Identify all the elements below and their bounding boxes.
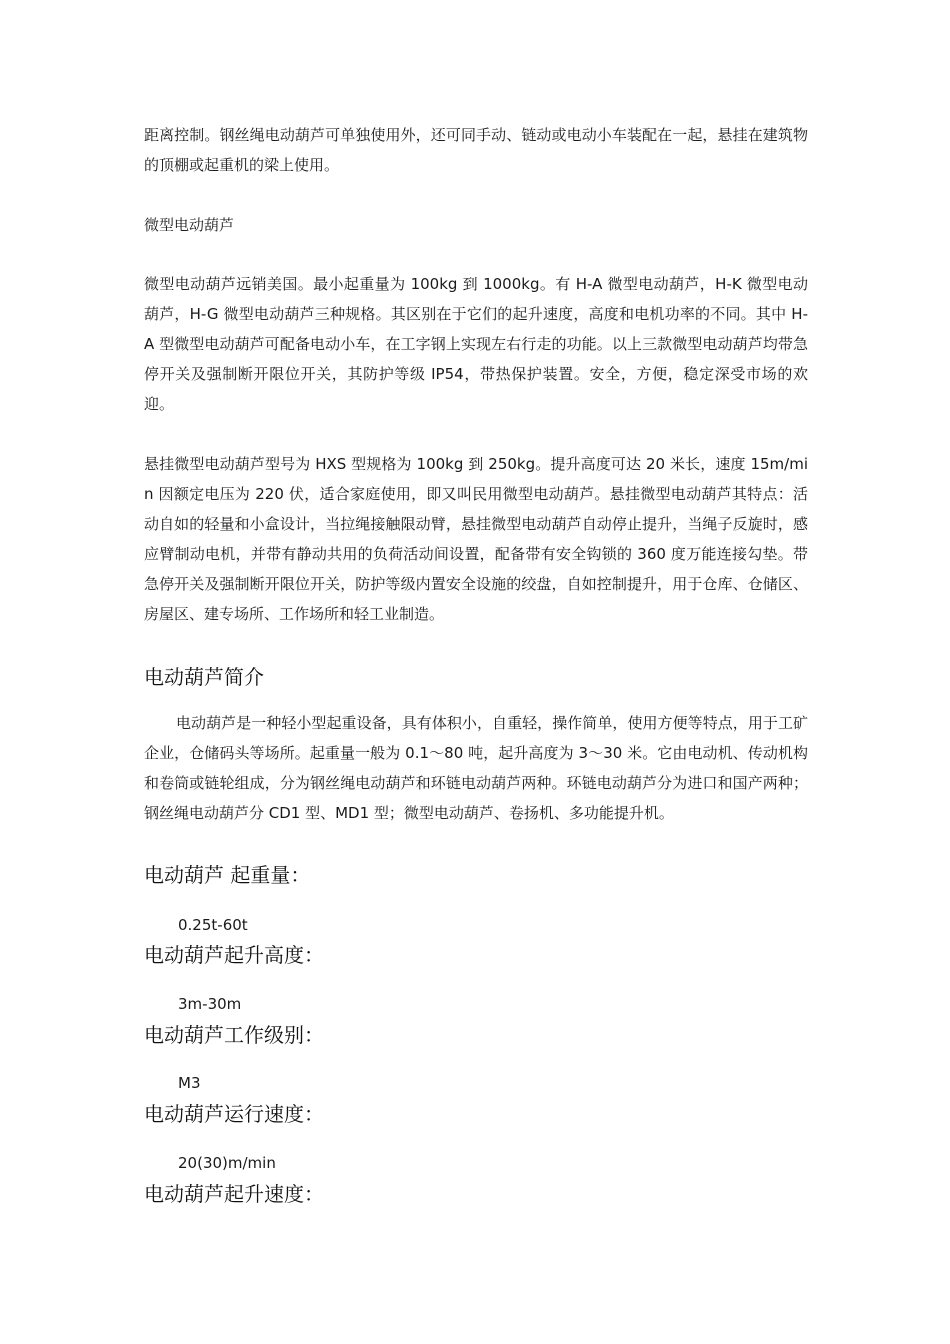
spec-value-lift-height: 3m-30m <box>178 995 242 1013</box>
spec-label-travel-speed: 电动葫芦运行速度： <box>144 1102 324 1126</box>
heading-hoist-intro: 电动葫芦简介 <box>144 665 264 689</box>
spec-label-capacity: 电动葫芦 起重量： <box>144 863 311 887</box>
spec-value-work-class: M3 <box>178 1074 201 1092</box>
paragraph-micro-hoist: 微型电动葫芦远销美国。最小起重量为 100kg 到 1000kg。有 H-A 微型电动葫芦，H-K 微型电动葫芦，H-G 微型电动葫芦三种规格。其区别在于它们的起升速度，高度和电机功率的不同。其中 H-A 型微型电动葫芦可配备电动小车，在工字钢上实现左右行走的功能。以上三款微型电动葫芦均带急停开关及强制断开限位开关，其防护等级 IP54，带热保护装置。安全，方便，稳定深受市场的欢迎。 <box>144 275 808 413</box>
paragraph-wire-rope-hoist-usage: 距离控制。钢丝绳电动葫芦可单独使用外，还可同手动、链动或电动小车装配在一起，悬挂在建筑物的顶棚或起重机的梁上使用。 <box>144 126 808 174</box>
spec-value-capacity: 0.25t-60t <box>178 916 248 934</box>
spec-label-work-class: 电动葫芦工作级别： <box>144 1023 324 1047</box>
section-title-micro-hoist: 微型电动葫芦 <box>144 216 235 234</box>
paragraph-hoist-intro: 电动葫芦是一种轻小型起重设备，具有体积小，自重轻，操作简单，使用方便等特点，用于工矿企业，仓储码头等场所。起重量一般为 0.1～80 吨，起升高度为 3～30 米。它由电动机、传动机构和卷筒或链轮组成，分为钢丝绳电动葫芦和环链电动葫芦两种。环链电动葫芦分为进口和国产两种；钢丝绳电动葫芦分 CD1 型、MD1 型；微型电动葫芦、卷扬机、多功能提升机。 <box>144 714 808 822</box>
spec-value-travel-speed: 20(30)m/min <box>178 1154 276 1172</box>
spec-label-lift-speed: 电动葫芦起升速度： <box>144 1182 324 1206</box>
spec-label-lift-height: 电动葫芦起升高度： <box>144 943 324 967</box>
paragraph-suspended-micro-hoist: 悬挂微型电动葫芦型号为 HXS 型规格为 100kg 到 250kg。提升高度可达 20 米长，速度 15m/min 因额定电压为 220 伏，适合家庭使用，即又叫民用微型电动葫芦。悬挂微型电动葫芦其特点：活动自如的轻量和小盒设计，当拉绳接触限动臂，悬挂微型电动葫芦自动停止提升，当绳子反旋时，感应臂制动电机，并带有静动共用的负荷活动间设置，配备带有安全钩锁的 360 度万能连接勾垫。带急停开关及强制断开限位开关，防护等级内置安全设施的绞盘，自如控制提升，用于仓库、仓储区、房屋区、建专场所、工作场所和轻工业制造。 <box>144 455 808 623</box>
